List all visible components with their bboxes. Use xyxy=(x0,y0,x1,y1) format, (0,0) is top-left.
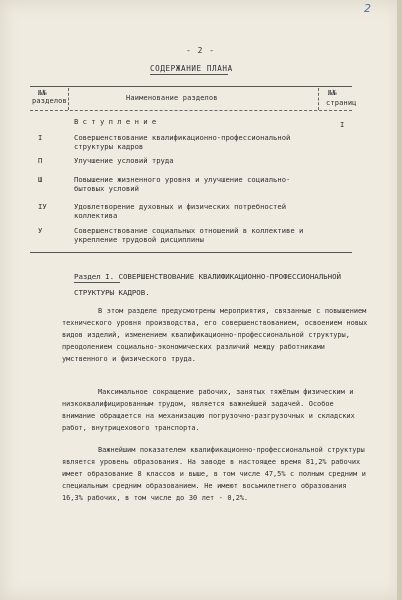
table-bottom-rule xyxy=(30,252,352,253)
table-row-title: Улучшение условий труда xyxy=(74,156,174,165)
contents-title-underline xyxy=(150,74,228,75)
section-title: СОВЕРШЕНСТВОВАНИЕ КВАЛИФИКАЦИОННО-ПРОФЕССИОНАЛЬНОЙ СТРУКТУРЫ КАДРОВ. xyxy=(74,272,341,297)
table-col-divider xyxy=(318,88,319,110)
table-row-title: В с т у п л е н и е xyxy=(74,117,157,126)
body-paragraph xyxy=(62,444,368,504)
page-number: - 2 - xyxy=(186,46,216,55)
table-row-title: Удовлетворение духовных и физических потребностей коллектива xyxy=(74,202,287,220)
table-header-rule xyxy=(30,110,352,111)
section-heading xyxy=(74,269,374,301)
table-row-number: У xyxy=(38,226,43,235)
paragraph-text: В этом разделе предусмотрены мероприятия, связанные с повышением технического уровня производства, его совершенствованием, освоением новых видов изделий, изменением квалификационно-профессиональной структуры, преодолением социально-экономических различий между работниками умственного и физического труда. xyxy=(62,307,368,363)
col-sections-header-line1: №№ xyxy=(38,89,47,97)
col-sections-header-line2: разделов xyxy=(32,97,67,105)
table-top-rule xyxy=(30,86,352,87)
table-row-number: ІУ xyxy=(38,202,47,211)
table-row-page: I xyxy=(340,120,345,129)
body-paragraph xyxy=(62,305,368,365)
section-label: Раздел I. xyxy=(74,272,115,281)
col-names-header: Наименование разделов xyxy=(126,94,218,102)
table-row-number: I xyxy=(38,133,43,142)
table-col-divider xyxy=(68,88,69,110)
col-pages-header-line1: №№ xyxy=(328,89,337,97)
table-row-title: Совершенствование квалификационно-профессиональной структуры кадров xyxy=(74,133,291,151)
page-edge xyxy=(397,0,402,600)
table-row-number: П xyxy=(38,156,43,165)
paragraph-text: Максимальное сокращение рабочих, занятых тяжёлым физическим и низкоквалифицированным трудом, является важнейшей задачей. Особое внимание обращается на механизацию погрузочно-разгрузочных и складских работ, внутрицехового транспорта. xyxy=(62,388,355,432)
table-row-title: Повышение жизненного уровня и улучшение социально-бытовых условий xyxy=(74,175,291,193)
section-label-underline xyxy=(74,282,120,283)
table-row-title: Совершенствование социальных отношений в коллективе и укрепление трудовой дисциплины xyxy=(74,226,304,244)
body-paragraph xyxy=(62,386,368,434)
handwritten-page-mark: 2 xyxy=(364,2,371,15)
paragraph-text: Важнейшим показателем квалификационно-профессиональной структуры является уровень образования. На заводе в настоящее время 81,2% рабочих имеет образование 8 классов и выше, в том числе 47,5% с полным средним и специальным средним образованием. Не имеют восьмилетнего образования 16,3% рабочих, в том числе до 30 лет - 0,2%. xyxy=(62,446,366,502)
col-pages-header-line2: страниц xyxy=(326,99,357,107)
contents-title: СОДЕРЖАНИЕ ПЛАНА xyxy=(150,64,233,73)
table-row-number: Ш xyxy=(38,175,43,184)
